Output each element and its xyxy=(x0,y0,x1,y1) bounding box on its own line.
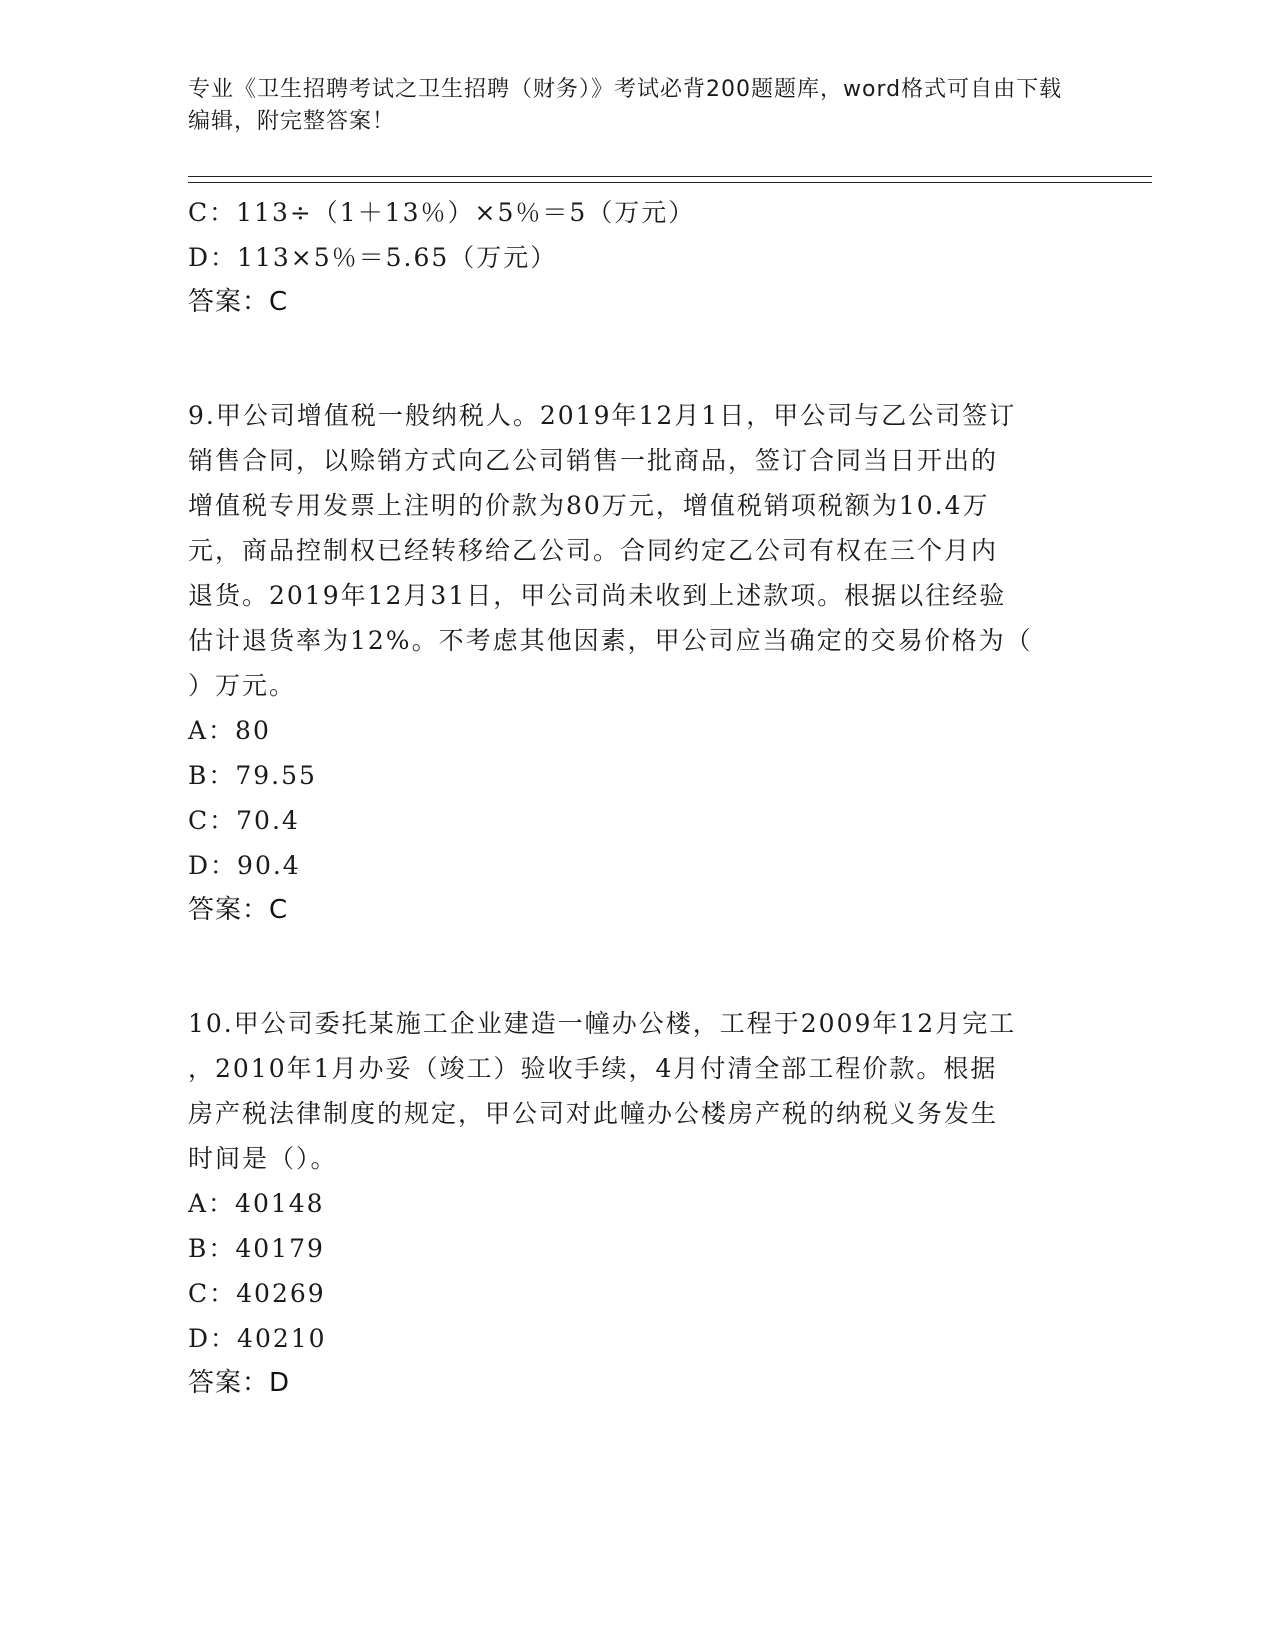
header-rule-bottom xyxy=(188,182,1152,183)
question-stem-line: 增值税专用发票上注明的价款为80万元，增值税销项税额为10.4万 xyxy=(188,491,990,520)
question-9 xyxy=(188,393,1088,933)
answer-line: 答案：D xyxy=(188,1368,291,1398)
option-c: C：70.4 xyxy=(188,806,300,835)
option-c: C：113÷（1＋13％）×5％＝5（万元） xyxy=(188,198,696,227)
spacer xyxy=(188,933,1088,1001)
question-stem-line: 退货。2019年12月31日，甲公司尚未收到上述款项。根据以往经验 xyxy=(188,581,1007,610)
question-stem-line: 10.甲公司委托某施工企业建造一幢办公楼，工程于2009年12月完工 xyxy=(188,1009,1017,1038)
question-stem-line: 估计退货率为12%。不考虑其他因素，甲公司应当确定的交易价格为（ xyxy=(188,626,1033,655)
answer-line: 答案：C xyxy=(188,287,289,317)
question-stem-line: 元，商品控制权已经转移给乙公司。合同约定乙公司有权在三个月内 xyxy=(188,536,999,565)
option-b: B：40179 xyxy=(188,1234,325,1263)
question-stem-line: ，2010年1月办妥（竣工）验收手续，4月付清全部工程价款。根据 xyxy=(188,1054,998,1083)
option-c: C：40269 xyxy=(188,1279,326,1308)
document-header: 专业《卫生招聘考试之卫生招聘（财务）》考试必背200题题库，word格式可自由下载编辑，附完整答案！ xyxy=(188,77,1063,134)
question-10 xyxy=(188,1001,1088,1406)
question-8-continuation xyxy=(188,190,1088,325)
question-stem-line: 9.甲公司增值税一般纳税人。2019年12月1日，甲公司与乙公司签订 xyxy=(188,401,1017,430)
option-d: D：40210 xyxy=(188,1324,327,1353)
option-d: D：90.4 xyxy=(188,851,301,880)
question-stem-line: ）万元。 xyxy=(188,671,297,700)
spacer xyxy=(188,325,1088,393)
option-a: A：40148 xyxy=(188,1189,325,1218)
question-stem-line: 时间是（）。 xyxy=(188,1144,338,1173)
document-body xyxy=(188,190,1088,1406)
header-rule-top xyxy=(188,176,1152,177)
option-a: A：80 xyxy=(188,716,271,745)
question-stem-line: 销售合同，以赊销方式向乙公司销售一批商品，签订合同当日开出的 xyxy=(188,446,999,475)
question-stem-line: 房产税法律制度的规定，甲公司对此幢办公楼房产税的纳税义务发生 xyxy=(188,1099,999,1128)
answer-line: 答案：C xyxy=(188,895,289,925)
option-d: D：113×5％＝5.65（万元） xyxy=(188,243,558,272)
option-b: B：79.55 xyxy=(188,761,317,790)
